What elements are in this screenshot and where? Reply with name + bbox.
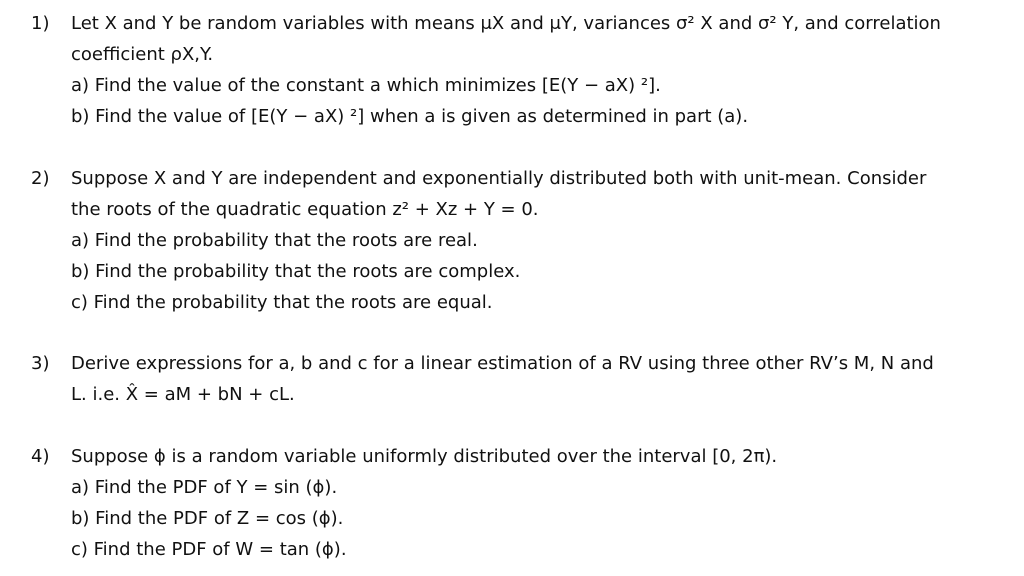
question-text: Derive expressions for a, b and c for a linear estimation of a RV using three other RV’s M, N and: [71, 353, 934, 374]
question-text: the roots of the quadratic equation z² + Xz + Y = 0.: [71, 199, 539, 220]
question-part-c: [31, 287, 1011, 318]
question-text: b) Find the value of [E(Y − aX) ²] when a is given as determined in part (a).: [71, 106, 749, 127]
question-line: [31, 379, 1011, 410]
question-part-a: [31, 472, 1011, 503]
question-line: [31, 441, 1011, 472]
question-text: c) Find the PDF of W = tan (ϕ).: [71, 539, 347, 560]
question-line: [31, 194, 1011, 225]
question-part-b: [31, 503, 1011, 534]
question-1: [31, 8, 1011, 132]
question-text: a) Find the probability that the roots are real.: [71, 230, 478, 251]
question-text: b) Find the probability that the roots are complex.: [71, 261, 521, 282]
question-number: 3): [31, 353, 50, 374]
question-text: coefficient ρX,Y.: [71, 44, 214, 65]
question-text: Suppose X and Y are independent and exponentially distributed both with unit-mean. Consider: [71, 168, 927, 189]
question-text: b) Find the PDF of Z = cos (ϕ).: [71, 508, 344, 529]
question-4: [31, 441, 1011, 565]
question-part-b: [31, 101, 1011, 132]
question-2: [31, 163, 1011, 318]
question-part-a: [31, 225, 1011, 256]
question-3: [31, 348, 1011, 410]
question-text: Suppose ϕ is a random variable uniformly distributed over the interval [0, 2π).: [71, 446, 778, 467]
question-part-b: [31, 256, 1011, 287]
question-number: 2): [31, 168, 50, 189]
question-text: c) Find the probability that the roots are equal.: [71, 292, 493, 313]
question-part-c: [31, 534, 1011, 565]
question-text: Let X and Y be random variables with means μX and μY, variances σ² X and σ² Y, and correlation: [71, 13, 941, 34]
question-number: 1): [31, 13, 50, 34]
question-text: a) Find the value of the constant a which minimizes [E(Y − aX) ²].: [71, 75, 661, 96]
question-text: a) Find the PDF of Y = sin (ϕ).: [71, 477, 338, 498]
question-number: 4): [31, 446, 50, 467]
question-part-a: [31, 70, 1011, 101]
question-line: [31, 39, 1011, 70]
question-text: L. i.e. X̂ = aM + bN + cL.: [71, 384, 295, 405]
question-line: [31, 163, 1011, 194]
question-line: [31, 8, 1011, 39]
question-line: [31, 348, 1011, 379]
